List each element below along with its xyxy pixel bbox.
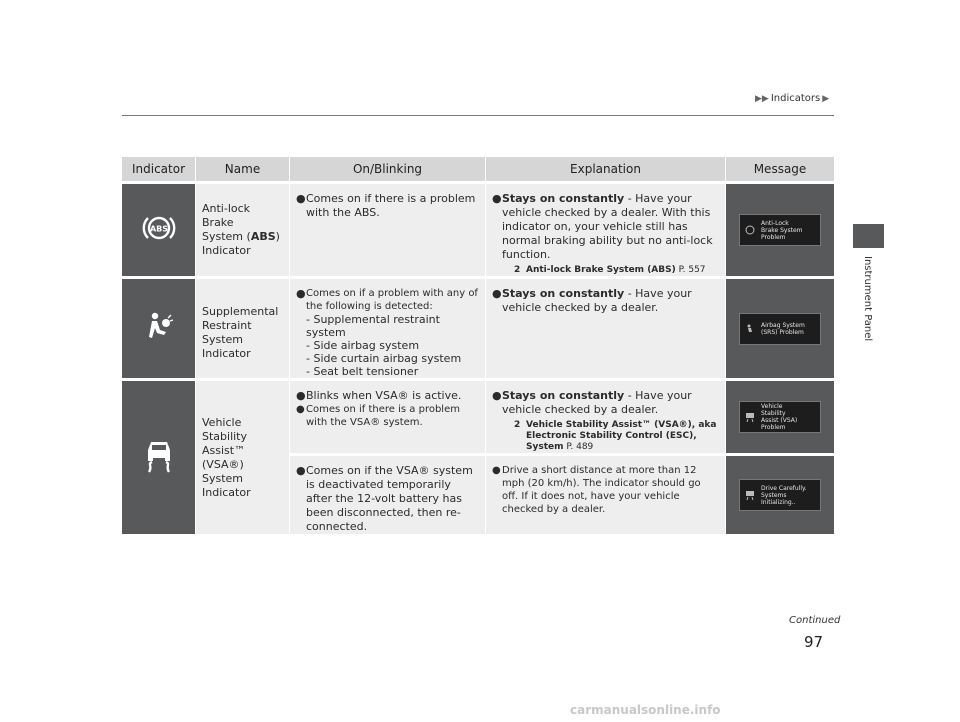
table-header-row	[122, 157, 834, 181]
vsa-small-icon	[744, 411, 756, 423]
srs-on-cell: ● Comes on if a problem with any of the following is detected: - Supplemental restraint system - Side airbag system - Side curtain airbag system - Seat belt tensioner	[290, 276, 486, 378]
watermark: carmanualsonline.info	[570, 703, 721, 717]
header-indicator: Indicator	[122, 157, 196, 181]
abs-on-text: Comes on if there is a problem with the ABS.	[306, 192, 476, 219]
page-number: 97	[804, 633, 824, 651]
abs-on-cell: ● Comes on if there is a problem with the ABS.	[290, 181, 486, 276]
srs-message-screen: Airbag System (SRS) Problem	[739, 313, 821, 345]
abs-name-line2: System (ABS)	[202, 230, 280, 243]
svg-text:ABS: ABS	[149, 224, 168, 234]
indicator-table	[122, 157, 834, 534]
abs-warning-icon	[141, 212, 177, 244]
abs-name-line1: Anti-lock Brake	[202, 202, 251, 229]
vsa-small-icon-2	[744, 489, 756, 501]
vsa-message-cell-2	[726, 453, 834, 534]
srs-airbag-icon	[142, 310, 176, 344]
vsa-explanation-cell-2: ● Drive a short distance at more than 12 mph (20 km/h). The indicator should go off. If it does not, have your vehicle checked by a dealer.	[486, 453, 726, 534]
srs-small-icon	[744, 323, 756, 335]
srs-name-cell: Supplemental Restraint System Indicator	[196, 276, 290, 378]
vsa-name-cell: Vehicle Stability Assist™ (VSA®) System Indicator	[196, 378, 290, 534]
abs-small-icon	[744, 224, 756, 236]
header-explanation: Explanation	[486, 157, 726, 181]
vsa-skid-icon	[143, 438, 175, 474]
header-on-blinking: On/Blinking	[290, 157, 486, 181]
abs-explanation-cell: ● Stays on constantly - Have your vehicle checked by a dealer. With this indicator on, your vehicle still has normal braking ability but no anti-lock function. 2 Anti-lock Brake System (ABS) P. 557	[486, 181, 726, 276]
srs-message-cell	[726, 276, 834, 378]
breadcrumb-title[interactable]: Indicators	[770, 93, 821, 104]
breadcrumb-end-arrow-icon: ▶	[822, 93, 830, 104]
vsa-explanation-cell-1: ● Stays on constantly - Have your vehicle checked by a dealer. 2 Vehicle Stability Assist™ (VSA®), aka Electronic Stability Control (ESC), System P. 489	[486, 378, 726, 453]
vsa-icon-cell	[122, 378, 196, 534]
breadcrumb	[755, 93, 829, 104]
vsa-message-cell-1	[726, 378, 834, 453]
header-name: Name	[196, 157, 290, 181]
vsa-on-cell-2: ● Comes on if the VSA® system is deactivated temporarily after the 12-volt battery has been disconnected, then re-connected.	[290, 453, 486, 534]
continued-label: Continued	[789, 615, 841, 626]
section-label: Instrument Panel	[862, 256, 873, 342]
abs-message-cell	[726, 181, 834, 276]
abs-name-cell	[196, 181, 290, 276]
vsa-ref-link[interactable]: 2 Vehicle Stability Assist™ (VSA®), aka Electronic Stability Control (ESC), System P. 489	[514, 420, 717, 452]
breadcrumb-arrow-icon: ▶▶	[755, 93, 769, 104]
table-row-vsa-1	[122, 378, 834, 453]
srs-explanation-cell: ● Stays on constantly - Have your vehicle checked by a dealer.	[486, 276, 726, 378]
abs-ref-link[interactable]: 2 Anti-lock Brake System (ABS) P. 557	[514, 265, 706, 275]
abs-name-line3: Indicator	[202, 244, 251, 257]
vsa-message-screen-2: Drive Carefully. Systems Initializing..	[739, 479, 821, 511]
vsa-message-screen-1: Vehicle Stability Assist (VSA) Problem	[739, 401, 821, 433]
abs-message-screen: Anti-Lock Brake System Problem	[739, 214, 821, 246]
table-row-abs	[122, 181, 834, 276]
section-tab	[853, 224, 884, 248]
header-message: Message	[726, 157, 834, 181]
header-divider	[122, 115, 834, 116]
table-row-srs	[122, 276, 834, 378]
abs-exp-bold: Stays on constantly	[502, 192, 625, 205]
vsa-on-cell-1: ● Blinks when VSA® is active. ● Comes on if there is a problem with the VSA® system.	[290, 378, 486, 453]
srs-on-intro: Comes on if a problem with any of the following is detected:	[306, 288, 478, 312]
srs-icon-cell	[122, 276, 196, 378]
abs-exp-text: - Have your vehicle checked by a dealer. With this indicator on, your vehicle still has normal braking ability but no anti-lock function.	[502, 192, 713, 261]
abs-icon-cell	[122, 181, 196, 276]
